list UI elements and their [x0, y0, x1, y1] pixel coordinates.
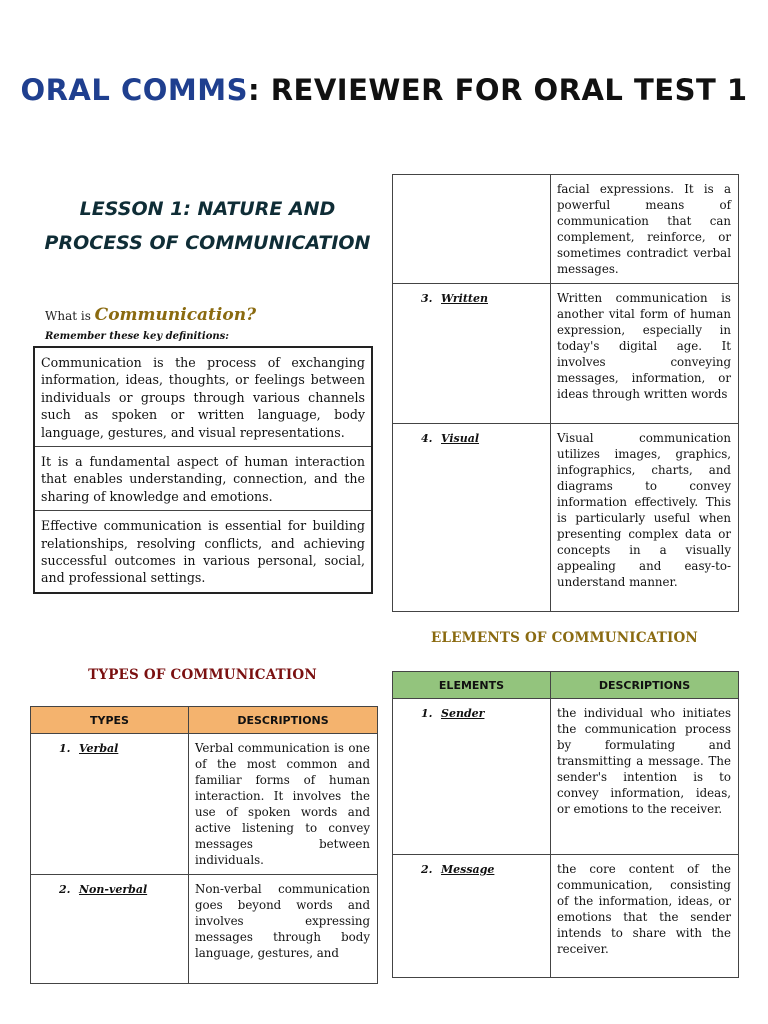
remember-note: Remember these key definitions: [45, 331, 229, 342]
type-name: Written [441, 292, 488, 305]
what-is-prefix: What is [45, 309, 95, 323]
what-is-line [45, 305, 256, 325]
element-name-cell [393, 855, 551, 978]
lesson-heading: LESSON 1: NATURE AND PROCESS OF COMMUNICATION [44, 198, 371, 254]
types-section-title: TYPES OF COMMUNICATION [88, 667, 317, 683]
type-description: Visual communication utilizes images, graphics, infographics, charts, and diagrams to convey information effectively. This is particularly useful when presenting complex data or concepts in a visually appealing and easy-to-understand manner. [551, 424, 739, 612]
column-header: DESCRIPTIONS [189, 707, 378, 734]
element-name-cell [393, 699, 551, 855]
what-is-term: Communication? [94, 305, 257, 325]
type-name: Verbal [79, 742, 119, 755]
type-description: Verbal communication is one of the most common and familiar forms of human interaction. It involves the use of spoken words and active listening to convey messages between individuals. [189, 734, 378, 875]
item-number: 1. [421, 707, 433, 720]
element-description: the individual who initiates the communication process by formulating and transmitting a message. The sender's intention is to convey information, ideas, or emotions to the receiver. [551, 699, 739, 855]
type-name-cell [393, 284, 551, 424]
definitions-box [33, 346, 373, 594]
elements-table [392, 671, 739, 978]
type-name-cell [31, 734, 189, 875]
elements-section-title: ELEMENTS OF COMMUNICATION [431, 630, 698, 646]
type-name-cell [393, 175, 551, 284]
type-description: Written communication is another vital form of human expression, especially in today's digital age. It involves conveying messages, information, or ideas through written words [551, 284, 739, 424]
table-row [393, 699, 739, 855]
type-name-cell [31, 875, 189, 984]
table-row [31, 734, 378, 875]
column-header: DESCRIPTIONS [551, 672, 739, 699]
table-header-row [393, 672, 739, 699]
definition-item: Effective communication is essential for building relationships, resolving conflicts, and achieving successful outcomes in various personal, social, and professional settings. [41, 518, 365, 586]
item-number: 4. [421, 432, 433, 445]
table-row [393, 424, 739, 612]
element-description: the core content of the communication, consisting of the information, ideas, or emotions that the sender intends to share with the receiver. [551, 855, 739, 978]
title-highlight: ORAL COMMS [20, 73, 248, 107]
types-table [30, 706, 378, 984]
column-header: TYPES [31, 707, 189, 734]
page-title [0, 70, 768, 111]
element-name: Sender [441, 707, 485, 720]
definition-item: It is a fundamental aspect of human interaction that enables understanding, connection, and the sharing of knowledge and emotions. [35, 447, 371, 511]
element-name: Message [441, 863, 495, 876]
table-row [393, 175, 739, 284]
table-header-row [31, 707, 378, 734]
definition-item: Communication is the process of exchanging information, ideas, thoughts, or feelings between individuals or groups through various channels such as spoken or written language, body language, gestures, and visual representations. [35, 348, 371, 447]
table-row [393, 855, 739, 978]
type-name: Non-verbal [79, 883, 148, 896]
type-name: Visual [441, 432, 480, 445]
item-number: 3. [421, 292, 433, 305]
type-description: facial expressions. It is a powerful means of communication that can complement, reinforce, or sometimes contradict verbal messages. [551, 175, 739, 284]
item-number: 2. [59, 883, 71, 896]
column-header: ELEMENTS [393, 672, 551, 699]
type-name-cell [393, 424, 551, 612]
type-description: Non-verbal communication goes beyond words and involves expressing messages through body language, gestures, and [189, 875, 378, 984]
table-row [31, 875, 378, 984]
item-number: 2. [421, 863, 433, 876]
types-table-continued [392, 174, 739, 612]
item-number: 1. [59, 742, 71, 755]
title-rest: : REVIEWER FOR ORAL TEST 1 [248, 73, 748, 107]
table-row [393, 284, 739, 424]
